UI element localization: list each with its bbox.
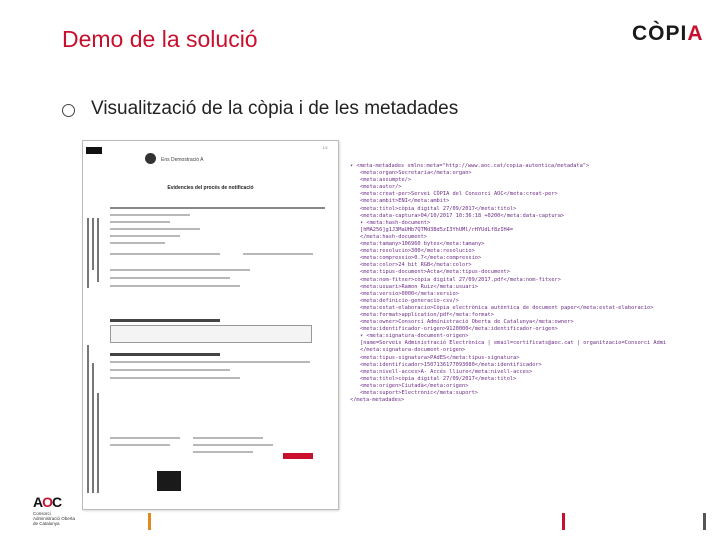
metadata-xml-viewer[interactable] (350, 163, 705, 408)
metadata-line: ▾ <meta:signatura-document-origen> (360, 333, 469, 340)
metadata-line: <meta:definicio-generacio-csv/> (360, 297, 459, 304)
footer-accent-bar (562, 513, 565, 530)
metadata-line: <meta:versio>0000</meta:versio> (360, 290, 459, 297)
metadata-line: <meta:titol>còpia digital 27/09/2017</meta:titol> (360, 205, 517, 212)
copia-logo-main: CÒPI (632, 22, 688, 45)
metadata-line: <meta:autor/> (360, 184, 402, 191)
metadata-line: <meta:resolucio>300</meta:resolucio> (360, 248, 475, 255)
footer-accent-bar (148, 513, 151, 530)
doc-eseal-mark (283, 453, 313, 459)
doc-entity-emblem-icon (145, 153, 156, 164)
metadata-line: <meta:identificador-origen>9120000</meta:identificador-origen> (360, 326, 558, 333)
copia-logo-accent: A (687, 22, 704, 45)
doc-aoc-logo (86, 147, 102, 154)
metadata-line: <meta:format>application/pdf</meta:format> (360, 311, 494, 318)
metadata-line: <meta:estat-elaboracio>Còpia electrònica autèntica de document paper</meta:estat-elaboracio> (360, 304, 654, 311)
metadata-line: <meta:titol>còpia digital 27/09/2017</meta:titol> (360, 375, 517, 382)
metadata-line: <meta:tamany>106960 bytes</meta:tamany> (360, 241, 485, 248)
footer-accent-bar (703, 513, 706, 530)
aoc-logo (33, 494, 93, 534)
aoc-logo-mark (33, 494, 93, 510)
metadata-line: <meta:color>24 bit RGB</meta:color> (360, 262, 472, 269)
metadata-line: [hMA256]g1J3MaUHb7QTMd3Bd5zI3YhUMl/rHYUdLf8zIH4= (360, 226, 514, 233)
metadata-line: <meta:suport>Electrònic</meta:suport> (360, 390, 478, 396)
metadata-line: [name=Serveis Administració Electrònica | email=certificats@aoc.cat | organitzacio=Consorci Admi (360, 340, 667, 347)
metadata-line: <meta:creat-per>Servei CÒPIA del Consorci AOC</meta:creat-per> (360, 191, 558, 198)
aoc-mark-o: O (42, 494, 53, 510)
doc-page-number: 1/1 (322, 145, 328, 150)
metadata-line: <meta:organ>Secretaria</meta:organ> (360, 170, 472, 177)
aoc-logo-line3: de Catalunya (33, 521, 60, 526)
metadata-line: <meta:tipus-document>Acta</meta:tipus-document> (360, 269, 510, 276)
metadata-line: <meta:assumpte/> (360, 177, 412, 184)
document-copy-preview (82, 140, 339, 510)
bullet-circle-icon (62, 104, 75, 117)
metadata-line: <meta:compressio>0.7</meta:compressio> (360, 255, 482, 262)
metadata-line: ▾ <meta:hash-document> (360, 219, 431, 226)
doc-entity-name: Ens Demostració A (161, 157, 204, 163)
copia-logo (632, 22, 704, 46)
metadata-line: <meta:nivell-acces>A- Accés lliure</meta:nivell-acces> (360, 368, 533, 375)
aoc-mark-c: C (52, 494, 62, 510)
doc-recipients-table (110, 325, 312, 343)
metadata-line: <meta:identificador>1507136177093080</meta:identificador> (360, 361, 542, 368)
metadata-line: <meta:tipus-signatura>PAdES</meta:tipus-signatura> (360, 354, 520, 361)
metadata-line: </meta:signatura-document-origen> (360, 347, 466, 354)
metadata-line: <meta:data-captura>04/10/2017 10:36:18 +0200</meta:data-captura> (360, 212, 565, 219)
bullet-item (62, 98, 458, 120)
metadata-line: <meta:usuari>Ramon Ruiz</meta:usuari> (360, 283, 478, 290)
metadata-line: ▾ <meta-metadades xmlns:meta="http://www.aoc.cat/copia-autentica/metadata"> (350, 163, 590, 169)
doc-heading: Evidencies del procés de notificació (167, 185, 254, 191)
slide-title: Demo de la solució (62, 26, 258, 52)
aoc-logo-line1: Consorci (33, 511, 51, 516)
doc-footer-logo (157, 471, 181, 491)
metadata-line: <meta:nom-fitxer>còpia digital 27/09/2017.pdf</meta:nom-fitxer> (360, 276, 561, 283)
doc-side-stamp (83, 213, 107, 498)
aoc-logo-line2: Administració Oberta (33, 516, 76, 521)
metadata-line: <meta:owner>Consorci Administració Oberta de Catalunya</meta:owner> (360, 319, 574, 326)
metadata-line: </meta-metadades> (350, 397, 405, 404)
aoc-mark-a: A (33, 494, 43, 510)
metadata-line: </meta:hash-document> (360, 233, 427, 240)
metadata-line: <meta:ambit>ENI</meta:ambit> (360, 198, 450, 205)
bullet-text: Visualització de la còpia i de les metadades (91, 98, 459, 119)
metadata-line: <meta:origen>Ciutadà</meta:origen> (360, 382, 469, 389)
